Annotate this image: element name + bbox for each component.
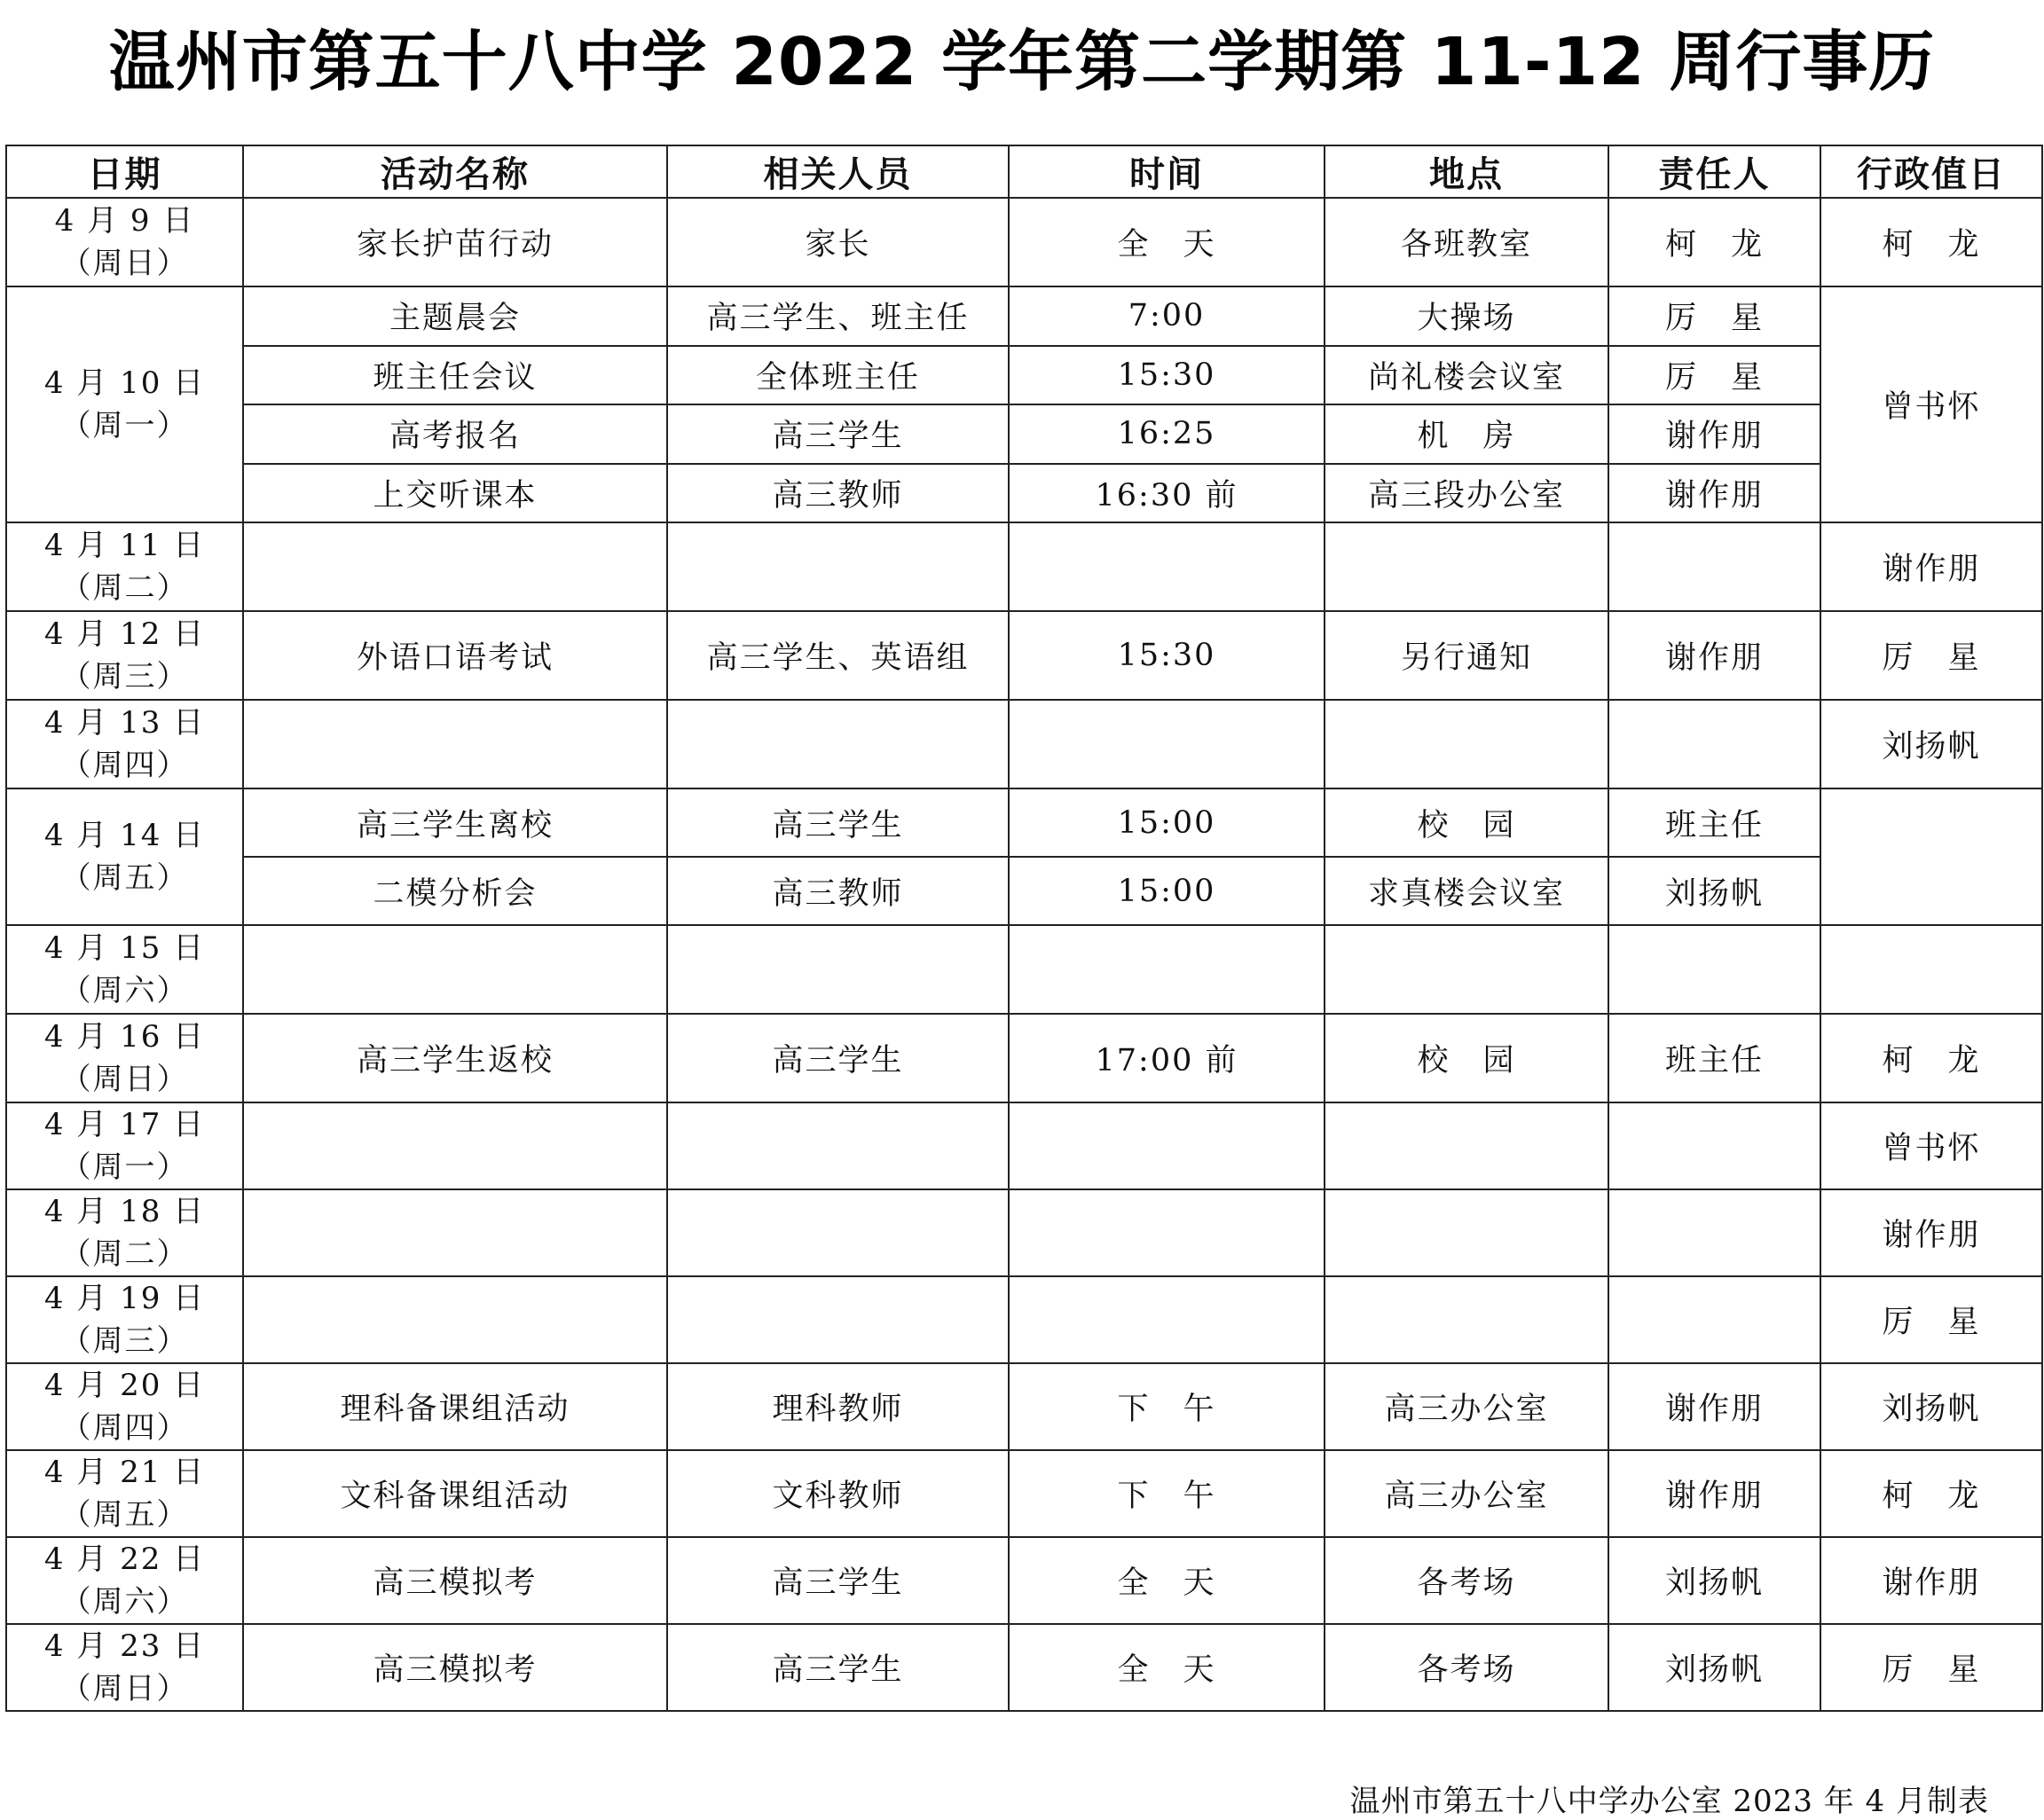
weekday-label: （周四） bbox=[60, 1410, 189, 1446]
activity-time-cell: 全 天 bbox=[1009, 1624, 1325, 1711]
activity-owner-cell: 谢作朋 bbox=[1608, 464, 1820, 523]
table-row bbox=[6, 404, 2042, 464]
activity-people-cell: 理科教师 bbox=[667, 1363, 1009, 1450]
header-location: 地点 bbox=[1325, 145, 1608, 198]
duty-cell: 谢作朋 bbox=[1820, 1537, 2042, 1624]
table-row bbox=[6, 1363, 2042, 1450]
activity-name-cell bbox=[243, 925, 667, 1014]
footer-note: 温州市第五十八中学办公室 2023 年 4 月制表 bbox=[1349, 1784, 1989, 1819]
date-cell bbox=[6, 788, 243, 925]
activity-owner-cell: 谢作朋 bbox=[1608, 404, 1820, 464]
date-label: 4 月 19 日 bbox=[43, 1281, 206, 1316]
duty-cell: 曾书怀 bbox=[1820, 286, 2042, 522]
duty-cell: 厉 星 bbox=[1820, 611, 2042, 700]
weekday-label: （周三） bbox=[60, 659, 189, 694]
weekday-label: （周五） bbox=[60, 860, 189, 896]
table-row bbox=[6, 788, 2042, 857]
duty-cell: 柯 龙 bbox=[1820, 198, 2042, 286]
date-cell bbox=[6, 1189, 243, 1276]
table-row bbox=[6, 1624, 2042, 1711]
activity-owner-cell bbox=[1608, 522, 1820, 611]
activity-time-cell bbox=[1009, 1189, 1325, 1276]
date-label: 4 月 23 日 bbox=[43, 1628, 206, 1664]
activity-location-cell: 机 房 bbox=[1325, 404, 1608, 464]
activity-name-cell: 家长护苗行动 bbox=[243, 198, 667, 286]
activity-name-cell: 高三学生离校 bbox=[243, 788, 667, 857]
activity-people-cell bbox=[667, 1102, 1009, 1189]
activity-time-cell: 全 天 bbox=[1009, 198, 1325, 286]
table-row bbox=[6, 611, 2042, 700]
weekday-label: （周六） bbox=[60, 973, 189, 1008]
activity-location-cell bbox=[1325, 925, 1608, 1014]
activity-time-cell bbox=[1009, 522, 1325, 611]
activity-owner-cell: 刘扬帆 bbox=[1608, 1624, 1820, 1711]
activity-name-cell: 高考报名 bbox=[243, 404, 667, 464]
activity-people-cell: 文科教师 bbox=[667, 1450, 1009, 1537]
activity-location-cell: 高三办公室 bbox=[1325, 1363, 1608, 1450]
date-cell bbox=[6, 286, 243, 522]
duty-cell: 柯 龙 bbox=[1820, 1450, 2042, 1537]
activity-people-cell: 家长 bbox=[667, 198, 1009, 286]
activity-time-cell: 15:30 bbox=[1009, 346, 1325, 405]
activity-location-cell: 校 园 bbox=[1325, 1014, 1608, 1102]
activity-time-cell: 16:25 bbox=[1009, 404, 1325, 464]
duty-cell: 谢作朋 bbox=[1820, 522, 2042, 611]
weekday-label: （周二） bbox=[60, 1236, 189, 1272]
activity-name-cell: 外语口语考试 bbox=[243, 611, 667, 700]
activity-people-cell: 高三学生 bbox=[667, 1624, 1009, 1711]
activity-location-cell: 求真楼会议室 bbox=[1325, 857, 1608, 925]
activity-name-cell: 二模分析会 bbox=[243, 857, 667, 925]
activity-name-cell bbox=[243, 522, 667, 611]
activity-time-cell: 7:00 bbox=[1009, 286, 1325, 346]
date-label: 4 月 16 日 bbox=[43, 1019, 206, 1055]
table-row bbox=[6, 198, 2042, 286]
activity-name-cell bbox=[243, 1189, 667, 1276]
weekday-label: （周三） bbox=[60, 1323, 189, 1359]
activity-name-cell: 上交听课本 bbox=[243, 464, 667, 523]
activity-people-cell: 高三教师 bbox=[667, 464, 1009, 523]
activity-people-cell: 高三学生 bbox=[667, 788, 1009, 857]
weekday-label: （周四） bbox=[60, 748, 189, 783]
activity-location-cell bbox=[1325, 700, 1608, 788]
activity-location-cell: 尚礼楼会议室 bbox=[1325, 346, 1608, 405]
table-row bbox=[6, 1450, 2042, 1537]
activity-name-cell bbox=[243, 1102, 667, 1189]
activity-people-cell: 全体班主任 bbox=[667, 346, 1009, 405]
table-row bbox=[6, 1276, 2042, 1363]
date-cell bbox=[6, 1276, 243, 1363]
header-date: 日期 bbox=[6, 145, 243, 198]
header-owner: 责任人 bbox=[1608, 145, 1820, 198]
table-row bbox=[6, 346, 2042, 405]
date-label: 4 月 13 日 bbox=[43, 705, 206, 741]
schedule-table bbox=[5, 145, 2043, 1712]
table-row bbox=[6, 1102, 2042, 1189]
activity-location-cell bbox=[1325, 522, 1608, 611]
activity-owner-cell bbox=[1608, 700, 1820, 788]
header-row bbox=[6, 145, 2042, 198]
date-cell bbox=[6, 611, 243, 700]
activity-people-cell bbox=[667, 522, 1009, 611]
duty-cell: 厉 星 bbox=[1820, 1624, 2042, 1711]
duty-cell bbox=[1820, 788, 2042, 925]
table-row bbox=[6, 1537, 2042, 1624]
weekday-label: （周六） bbox=[60, 1584, 189, 1620]
activity-owner-cell: 厉 星 bbox=[1608, 286, 1820, 346]
activity-name-cell bbox=[243, 700, 667, 788]
duty-cell bbox=[1820, 925, 2042, 1014]
date-cell bbox=[6, 198, 243, 286]
duty-cell: 刘扬帆 bbox=[1820, 700, 2042, 788]
table-row bbox=[6, 1014, 2042, 1102]
date-label: 4 月 17 日 bbox=[43, 1107, 206, 1142]
activity-location-cell: 高三办公室 bbox=[1325, 1450, 1608, 1537]
table-row bbox=[6, 857, 2042, 925]
date-label: 4 月 20 日 bbox=[43, 1368, 206, 1403]
table-row bbox=[6, 464, 2042, 523]
header-people: 相关人员 bbox=[667, 145, 1009, 198]
activity-location-cell: 大操场 bbox=[1325, 286, 1608, 346]
activity-time-cell: 15:00 bbox=[1009, 788, 1325, 857]
activity-time-cell: 17:00 前 bbox=[1009, 1014, 1325, 1102]
activity-name-cell bbox=[243, 1276, 667, 1363]
date-cell bbox=[6, 1537, 243, 1624]
date-cell bbox=[6, 522, 243, 611]
date-cell bbox=[6, 925, 243, 1014]
duty-cell: 刘扬帆 bbox=[1820, 1363, 2042, 1450]
activity-location-cell: 各考场 bbox=[1325, 1624, 1608, 1711]
table-row bbox=[6, 700, 2042, 788]
activity-name-cell: 班主任会议 bbox=[243, 346, 667, 405]
activity-people-cell bbox=[667, 1189, 1009, 1276]
date-label: 4 月 18 日 bbox=[43, 1194, 206, 1229]
activity-time-cell: 15:00 bbox=[1009, 857, 1325, 925]
activity-name-cell: 高三学生返校 bbox=[243, 1014, 667, 1102]
activity-time-cell: 16:30 前 bbox=[1009, 464, 1325, 523]
activity-owner-cell bbox=[1608, 1276, 1820, 1363]
activity-name-cell: 文科备课组活动 bbox=[243, 1450, 667, 1537]
date-label: 4 月 9 日 bbox=[54, 203, 195, 239]
date-cell bbox=[6, 700, 243, 788]
activity-owner-cell: 谢作朋 bbox=[1608, 611, 1820, 700]
activity-people-cell: 高三学生 bbox=[667, 404, 1009, 464]
duty-cell: 谢作朋 bbox=[1820, 1189, 2042, 1276]
duty-cell: 厉 星 bbox=[1820, 1276, 2042, 1363]
activity-location-cell bbox=[1325, 1189, 1608, 1276]
activity-location-cell: 各班教室 bbox=[1325, 198, 1608, 286]
activity-time-cell bbox=[1009, 1102, 1325, 1189]
activity-owner-cell bbox=[1608, 1102, 1820, 1189]
activity-people-cell: 高三学生 bbox=[667, 1014, 1009, 1102]
header-time: 时间 bbox=[1009, 145, 1325, 198]
table-row bbox=[6, 925, 2042, 1014]
activity-location-cell: 高三段办公室 bbox=[1325, 464, 1608, 523]
date-label: 4 月 14 日 bbox=[43, 818, 206, 853]
date-cell bbox=[6, 1102, 243, 1189]
activity-name-cell: 主题晨会 bbox=[243, 286, 667, 346]
date-cell bbox=[6, 1014, 243, 1102]
weekday-label: （周二） bbox=[60, 570, 189, 606]
activity-name-cell: 高三模拟考 bbox=[243, 1624, 667, 1711]
activity-time-cell bbox=[1009, 1276, 1325, 1363]
activity-location-cell bbox=[1325, 1276, 1608, 1363]
header-activity: 活动名称 bbox=[243, 145, 667, 198]
activity-time-cell: 下 午 bbox=[1009, 1450, 1325, 1537]
activity-owner-cell: 班主任 bbox=[1608, 1014, 1820, 1102]
weekday-label: （周五） bbox=[60, 1497, 189, 1533]
activity-location-cell: 各考场 bbox=[1325, 1537, 1608, 1624]
activity-people-cell: 高三学生、班主任 bbox=[667, 286, 1009, 346]
date-label: 4 月 21 日 bbox=[43, 1455, 206, 1490]
activity-time-cell bbox=[1009, 925, 1325, 1014]
date-label: 4 月 11 日 bbox=[43, 528, 206, 563]
activity-people-cell bbox=[667, 1276, 1009, 1363]
activity-owner-cell: 谢作朋 bbox=[1608, 1450, 1820, 1537]
table-row bbox=[6, 286, 2042, 346]
activity-people-cell: 高三教师 bbox=[667, 857, 1009, 925]
activity-owner-cell: 谢作朋 bbox=[1608, 1363, 1820, 1450]
duty-cell: 柯 龙 bbox=[1820, 1014, 2042, 1102]
date-cell bbox=[6, 1450, 243, 1537]
activity-location-cell: 校 园 bbox=[1325, 788, 1608, 857]
header-duty: 行政值日 bbox=[1820, 145, 2042, 198]
weekday-label: （周日） bbox=[60, 246, 189, 281]
activity-location-cell: 另行通知 bbox=[1325, 611, 1608, 700]
activity-time-cell: 下 午 bbox=[1009, 1363, 1325, 1450]
activity-location-cell bbox=[1325, 1102, 1608, 1189]
document-title: 温州市第五十八中学 2022 学年第二学期第 11-12 周行事历 bbox=[108, 24, 1936, 100]
activity-name-cell: 高三模拟考 bbox=[243, 1537, 667, 1624]
activity-time-cell: 15:30 bbox=[1009, 611, 1325, 700]
weekday-label: （周日） bbox=[60, 1062, 189, 1097]
activity-name-cell: 理科备课组活动 bbox=[243, 1363, 667, 1450]
date-cell bbox=[6, 1363, 243, 1450]
activity-people-cell bbox=[667, 925, 1009, 1014]
activity-people-cell bbox=[667, 700, 1009, 788]
activity-time-cell: 全 天 bbox=[1009, 1537, 1325, 1624]
weekday-label: （周日） bbox=[60, 1671, 189, 1706]
activity-owner-cell: 厉 星 bbox=[1608, 346, 1820, 405]
activity-time-cell bbox=[1009, 700, 1325, 788]
date-label: 4 月 15 日 bbox=[43, 930, 206, 966]
activity-owner-cell: 刘扬帆 bbox=[1608, 1537, 1820, 1624]
date-label: 4 月 12 日 bbox=[43, 616, 206, 652]
table-row bbox=[6, 1189, 2042, 1276]
activity-owner-cell: 班主任 bbox=[1608, 788, 1820, 857]
date-label: 4 月 10 日 bbox=[43, 365, 206, 401]
date-cell bbox=[6, 1624, 243, 1711]
weekday-label: （周一） bbox=[60, 408, 189, 443]
table-row bbox=[6, 522, 2042, 611]
activity-owner-cell: 柯 龙 bbox=[1608, 198, 1820, 286]
schedule-body bbox=[6, 198, 2042, 1711]
date-label: 4 月 22 日 bbox=[43, 1542, 206, 1577]
activity-owner-cell bbox=[1608, 925, 1820, 1014]
weekday-label: （周一） bbox=[60, 1149, 189, 1185]
activity-owner-cell: 刘扬帆 bbox=[1608, 857, 1820, 925]
activity-people-cell: 高三学生 bbox=[667, 1537, 1009, 1624]
duty-cell: 曾书怀 bbox=[1820, 1102, 2042, 1189]
activity-people-cell: 高三学生、英语组 bbox=[667, 611, 1009, 700]
activity-owner-cell bbox=[1608, 1189, 1820, 1276]
